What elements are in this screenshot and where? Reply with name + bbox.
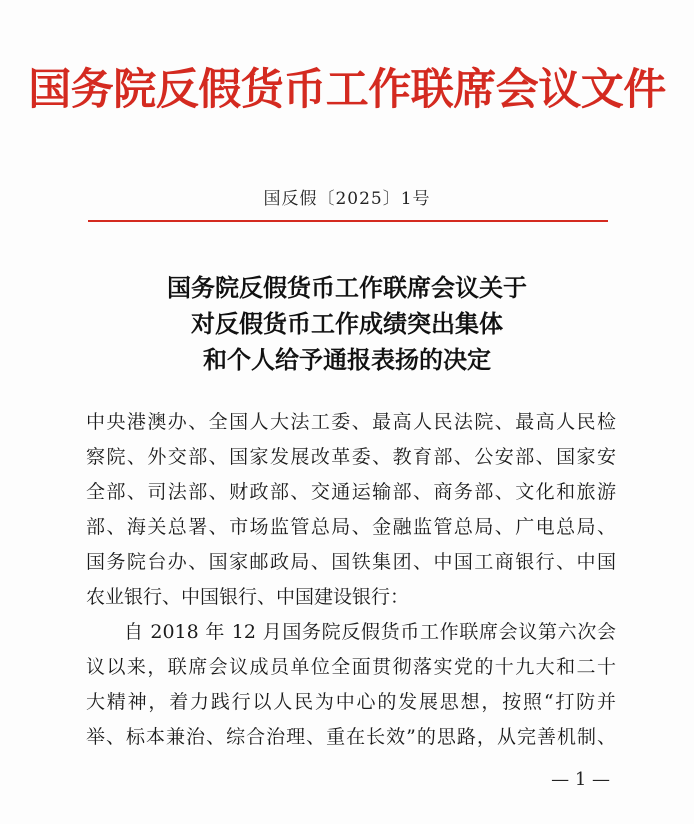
red-separator-line	[88, 220, 608, 222]
title-line-1: 国务院反假货币工作联席会议关于	[167, 274, 527, 302]
recipients-line: 察院、外交部、国家发展改革委、教育部、公安部、国家安	[86, 446, 616, 468]
recipients-block	[86, 405, 616, 615]
paragraph-line: 大精神，着力践行以人民为中心的发展思想，按照“打防并	[86, 691, 616, 713]
title-line-2: 对反假货币工作成绩突出集体	[191, 310, 503, 338]
paragraph-line: 自 2018 年 12 月国务院反假货币工作联席会议第六次会	[124, 621, 616, 643]
red-header-title: 国务院反假货币工作联席会议文件	[28, 65, 666, 115]
document-body	[86, 405, 616, 755]
document-number: 国反假〔2025〕1号	[263, 189, 431, 209]
recipients-line: 国务院台办、国家邮政局、国铁集团、中国工商银行、中国	[86, 551, 616, 573]
paragraph-block	[86, 615, 616, 755]
paragraph-line: 举、标本兼治、综合治理、重在长效”的思路，从完善机制、	[86, 726, 616, 748]
paragraph-line: 议以来，联席会议成员单位全面贯彻落实党的十九大和二十	[86, 656, 616, 678]
document-title	[0, 270, 694, 378]
page-number: — 1 —	[551, 769, 610, 790]
recipients-line: 中央港澳办、全国人大法工委、最高人民法院、最高人民检	[86, 411, 616, 433]
title-line-3: 和个人给予通报表扬的决定	[203, 346, 491, 374]
recipients-line: 部、海关总署、市场监管总局、金融监管总局、广电总局、	[86, 516, 616, 538]
recipients-line: 全部、司法部、财政部、交通运输部、商务部、文化和旅游	[86, 481, 616, 503]
recipients-line: 农业银行、中国银行、中国建设银行：	[86, 586, 410, 608]
